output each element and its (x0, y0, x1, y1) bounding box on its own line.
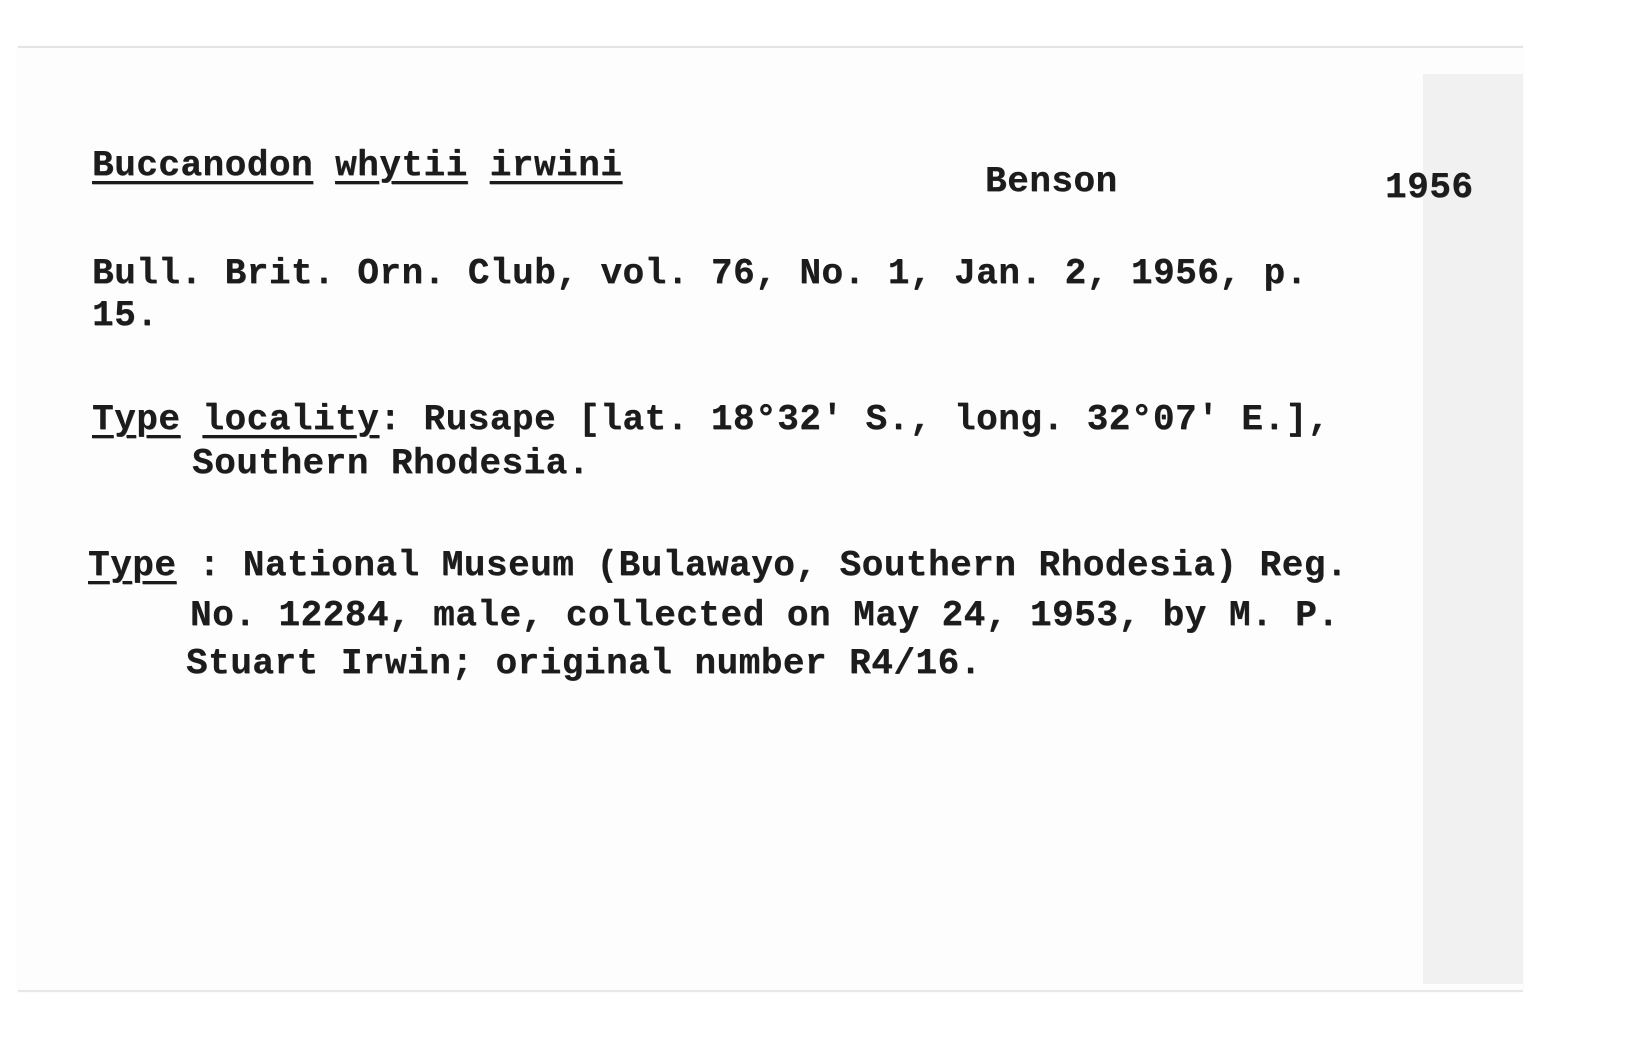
genus-name: Buccanodon (92, 145, 314, 186)
type-locality-line-2: Southern Rhodesia. (192, 443, 590, 484)
type-label: Type (88, 545, 177, 586)
type-locality-colon: : (379, 399, 402, 440)
type-text: National Museum (Bulawayo, Southern Rhodesia) Reg. (220, 545, 1348, 586)
citation-line-1: Bull. Brit. Orn. Club, vol. 76, No. 1, Jan. 2, 1956, p. (92, 253, 1308, 294)
type-locality-line-1 (92, 398, 1330, 442)
year: 1956 (1385, 167, 1474, 208)
type-locality-label-word-1: Type (92, 399, 181, 440)
type-line-3: Stuart Irwin; original number R4/16. (186, 643, 982, 684)
type-colon: : (176, 545, 221, 586)
type-line-1 (88, 544, 1348, 588)
taxon-name (92, 144, 622, 188)
citation-line-2: 15. (92, 295, 159, 336)
subspecies-name: irwini (489, 145, 623, 186)
author-name: Benson (985, 161, 1118, 202)
type-locality-text: Rusape [lat. 18°32' S., long. 32°07' E.], (401, 399, 1330, 440)
card-shadow-edge (1423, 74, 1523, 984)
species-name: whytii (335, 145, 468, 186)
type-locality-label-word-2: locality (202, 399, 380, 440)
type-line-2: No. 12284, male, collected on May 24, 1953, by M. P. (190, 595, 1340, 636)
